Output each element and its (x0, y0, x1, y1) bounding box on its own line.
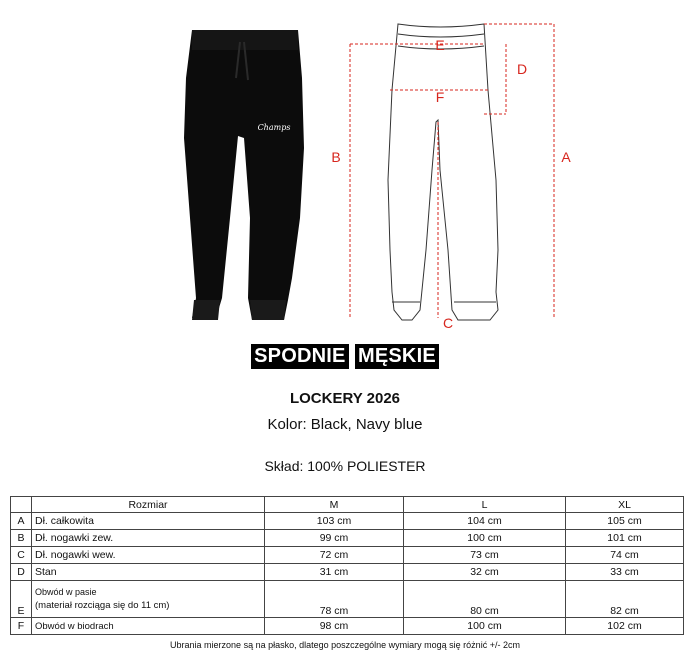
row-letter: D (11, 564, 32, 581)
label-E: E (435, 37, 445, 53)
composition-info: Skład: 100% POLIESTER (264, 458, 426, 474)
table-row (11, 564, 684, 581)
model-name: LOCKERY 2026 (289, 390, 401, 407)
size-table-header (11, 497, 684, 513)
value-m: 78 cm (265, 581, 404, 618)
diagram-pants-outline (388, 24, 498, 320)
table-row (11, 547, 684, 564)
header-rozmiar: Rozmiar (32, 497, 265, 513)
header-size-m: M (265, 497, 404, 513)
row-name: Obwód w biodrach (32, 618, 265, 635)
row-name: Dł. całkowita (32, 513, 265, 530)
value-xl: 102 cm (566, 618, 684, 635)
value-l: 80 cm (404, 581, 566, 618)
row-name: Stan (32, 564, 265, 581)
row-letter: F (11, 618, 32, 635)
measurement-diagram (320, 10, 610, 340)
value-xl: 101 cm (566, 530, 684, 547)
label-F: F (435, 89, 445, 105)
table-row (11, 581, 684, 618)
header-size-xl: XL (566, 497, 684, 513)
row-letter: E (11, 581, 32, 618)
value-l: 73 cm (404, 547, 566, 564)
value-m: 103 cm (265, 513, 404, 530)
title-word-1: SPODNIE (251, 344, 348, 369)
color-info: Kolor: Black, Navy blue (267, 416, 423, 433)
product-photo (180, 18, 320, 328)
row-name: Dł. nogawki zew. (32, 530, 265, 547)
size-table (10, 496, 684, 635)
table-row (11, 513, 684, 530)
header-empty (11, 497, 32, 513)
value-m: 72 cm (265, 547, 404, 564)
value-xl: 105 cm (566, 513, 684, 530)
title-word-2: MĘSKIE (355, 344, 439, 369)
label-C: C (442, 315, 454, 331)
table-row (11, 530, 684, 547)
row-letter: A (11, 513, 32, 530)
row-name: Dł. nogawki wew. (32, 547, 265, 564)
right-cuff (250, 300, 286, 320)
value-l: 32 cm (404, 564, 566, 581)
left-cuff (192, 300, 220, 320)
header-size-l: L (404, 497, 566, 513)
table-row (11, 618, 684, 635)
row-name-note: (materiał rozciąga się do 11 cm) (35, 599, 170, 611)
label-D: D (516, 61, 528, 77)
footnote: Ubrania mierzone są na płasko, dlatego poszczególne wymiary mogą się różnić +/- 2cm (170, 640, 520, 650)
value-l: 100 cm (404, 618, 566, 635)
value-xl: 82 cm (566, 581, 684, 618)
pants-silhouette (184, 30, 304, 320)
value-l: 100 cm (404, 530, 566, 547)
value-l: 104 cm (404, 513, 566, 530)
value-m: 99 cm (265, 530, 404, 547)
value-m: 31 cm (265, 564, 404, 581)
logo-text: Champs (257, 123, 291, 132)
row-name-cell (32, 581, 265, 618)
label-B: B (331, 149, 341, 165)
value-xl: 33 cm (566, 564, 684, 581)
row-letter: B (11, 530, 32, 547)
value-xl: 74 cm (566, 547, 684, 564)
page-title (0, 344, 690, 369)
value-m: 98 cm (265, 618, 404, 635)
row-letter: C (11, 547, 32, 564)
row-name: Obwód w pasie (35, 586, 97, 597)
label-A: A (561, 149, 571, 165)
